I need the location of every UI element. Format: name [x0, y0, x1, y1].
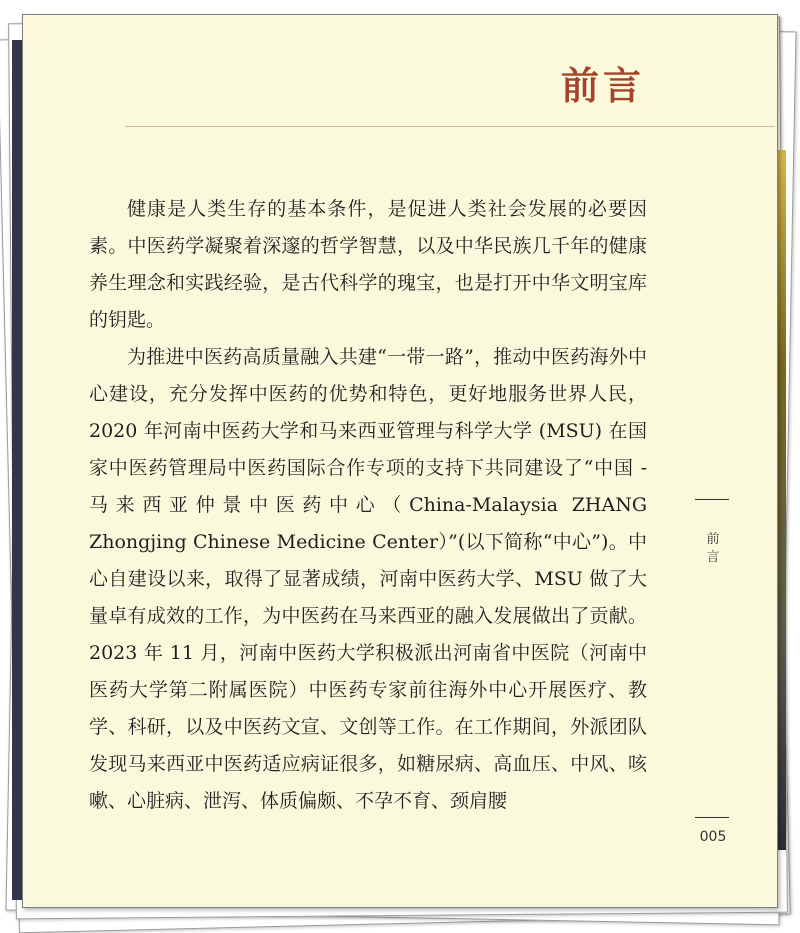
title-divider: [125, 126, 775, 127]
page-number: 005: [699, 829, 727, 845]
book-page: [22, 14, 778, 908]
book-cover-edge-left: [12, 40, 22, 900]
running-header: [703, 531, 723, 567]
paragraph-1: 健康是人类生存的基本条件，是促进人类社会发展的必要因素。中医药学凝聚着深邃的哲学智慧，以及中华民族几千年的健康养生理念和实践经验，是古代科学的瑰宝，也是打开中华文明宝库的钥匙。: [89, 198, 647, 331]
body-text: [89, 191, 647, 820]
side-divider-bottom: [695, 817, 729, 818]
side-divider-top: [695, 499, 729, 500]
paragraph-2: 为推进中医药高质量融入共建“一带一路”，推动中医药海外中心建设，充分发挥中医药的优势和特色，更好地服务世界人民，2020 年河南中医药大学和马来西亚管理与科学大学 (MSU) 在国家中医药管理局中医药国际合作专项的支持下共同建设了“中国 - 马来西亚仲景中医药中心（China-Malaysia ZHANG Zhongjing Chinese Medicine Center）”(以下简称“中心”)。中心自建设以来，取得了显著成绩，河南中医药大学、MSU 做了大量卓有成效的工作，为中医药在马来西亚的融入发展做出了贡献。2023 年 11 月，河南中医药大学积极派出河南省中医院（河南中医药大学第二附属医院）中医药专家前往海外中心开展医疗、教学、科研，以及中医药文宣、文创等工作。在工作期间，外派团队发现马来西亚中医药适应病证很多，如糖尿病、高血压、中风、咳嗽、心脏病、泄泻、体质偏颇、不孕不育、颈肩腰: [89, 346, 647, 812]
running-header-char-2: 言: [706, 550, 720, 565]
running-header-char-1: 前: [706, 532, 720, 547]
page-title: 前言: [560, 63, 645, 108]
